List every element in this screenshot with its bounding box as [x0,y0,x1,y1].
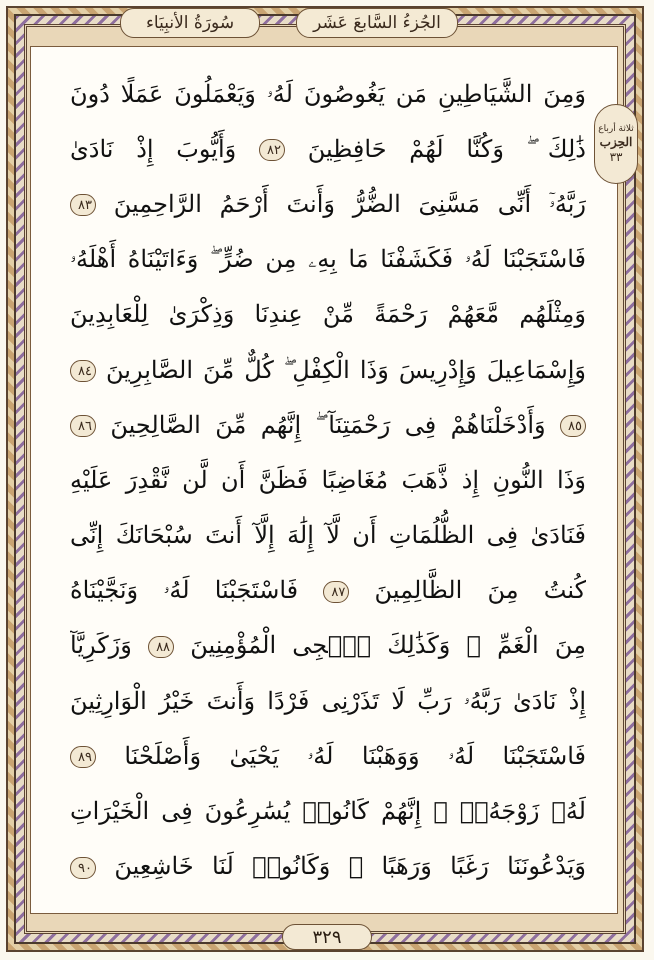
verse-text: إِذْ نَادَىٰ رَبَّهُۥ رَبِّ لَا تَذَرْنِى فَرْدًا وَأَنتَ خَيْرُ الْوَارِثِينَ [70,686,586,715]
verse-lines [70,66,586,894]
surah-title [120,8,260,38]
ayah-number-marker: ٨٤ [70,360,96,382]
hizb-marker [594,104,638,184]
verse-line [70,673,586,728]
verse-line [70,508,586,563]
verse-line [70,397,586,452]
verse-text: مِنَ الْغَمِّ ۚ وَكَذَٰلِكَ نُۨجِى الْمُؤْمِنِينَ ٨٨ وَزَكَرِيَّآ [70,631,586,660]
ayah-number-marker: ٨٨ [148,636,174,658]
verse-text: فَاسْتَجَبْنَا لَهُۥ وَوَهَبْنَا لَهُۥ يَحْيَىٰ وَأَصْلَحْنَا ٨٩ [70,742,586,770]
ayah-number-marker: ٨٣ [70,194,96,216]
verse-text: وَذَا النُّونِ إِذ ذَّهَبَ مُغَاضِبًا فَظَنَّ أَن لَّن نَّقْدِرَ عَلَيْهِ [70,465,586,494]
verse-text: ٨٥ وَأَدْخَلْنَاهُمْ فِى رَحْمَتِنَآ ۖ إِنَّهُم مِّنَ الصَّالِحِينَ ٨٦ [70,411,586,439]
verse-line [70,232,586,287]
page-number [282,924,372,950]
verse-text: وَمِنَ الشَّيَاطِينِ مَن يَغُوصُونَ لَهُۥ وَيَعْمَلُونَ عَمَلًا دُونَ [70,79,586,108]
verse-text: فَنَادَىٰ فِى الظُّلُمَاتِ أَن لَّآ إِلَٰهَ إِلَّآ أَنتَ سُبْحَانَكَ إِنِّى [70,521,586,550]
verse-text: وَيَدْعُونَنَا رَغَبًا وَرَهَبًا ۖ وَكَانُوا۟ لَنَا خَاشِعِينَ ٩٠ [70,852,586,880]
ayah-number-marker: ٨٢ [259,139,285,161]
verse-text: ذَٰلِكَ ۖ وَكُنَّا لَهُمْ حَافِظِينَ ٨٢ وَأَيُّوبَ إِذْ نَادَىٰ [70,134,586,163]
ayah-number-marker: ٨٦ [70,415,96,437]
verse-line [70,839,586,894]
verse-line [70,66,586,121]
verse-text: فَاسْتَجَبْنَا لَهُۥ فَكَشَفْنَا مَا بِهِۦ مِن ضُرٍّ ۖ وَءَاتَيْنَاهُ أَهْلَهُۥ [70,245,586,274]
verse-text: وَمِثْلَهُم مَّعَهُمْ رَحْمَةً مِّنْ عِندِنَا وَذِكْرَىٰ لِلْعَابِدِينَ [70,300,586,329]
verse-text: لَهُۥ زَوْجَهُۥٓ ۚ إِنَّهُمْ كَانُوا۟ يُسَٰرِعُونَ فِى الْخَيْرَاتِ [70,797,586,826]
verse-line [70,783,586,838]
verse-line [70,452,586,507]
juz-title [296,8,458,38]
ayah-number-marker: ٨٩ [70,746,96,768]
verse-line [70,287,586,342]
verse-line [70,342,586,397]
surah-title-text: سُورَةُ الأنبِيَاء [145,13,235,33]
verse-text: كُنتُ مِنَ الظَّالِمِينَ ٨٧ فَاسْتَجَبْنَا لَهُۥ وَنَجَّيْنَاهُ [70,576,586,605]
ayah-number-marker: ٨٥ [560,415,586,437]
verse-line [70,728,586,783]
ayah-number-marker: ٩٠ [70,857,96,879]
hizb-fraction: ثلاثة أرباع [598,124,634,134]
juz-title-text: الجُزءُ السَّابعَ عَشَر [313,13,441,33]
hizb-number: ٣٣ [609,150,623,164]
verse-line [70,563,586,618]
verse-line [70,176,586,231]
page-number-text: ٣٢٩ [312,926,342,948]
hizb-label: الحِزب [599,135,633,149]
verse-line [70,618,586,673]
ayah-number-marker: ٨٧ [323,581,349,603]
verse-line [70,121,586,176]
verse-text: رَبَّهُۥٓ أَنِّى مَسَّنِىَ الضُّرُّ وَأَنتَ أَرْحَمُ الرَّاحِمِينَ ٨٣ [70,190,586,218]
verse-text: وَإِسْمَاعِيلَ وَإِدْرِيسَ وَذَا الْكِفْلِ ۖ كُلٌّ مِّنَ الصَّابِرِينَ ٨٤ [70,356,586,384]
